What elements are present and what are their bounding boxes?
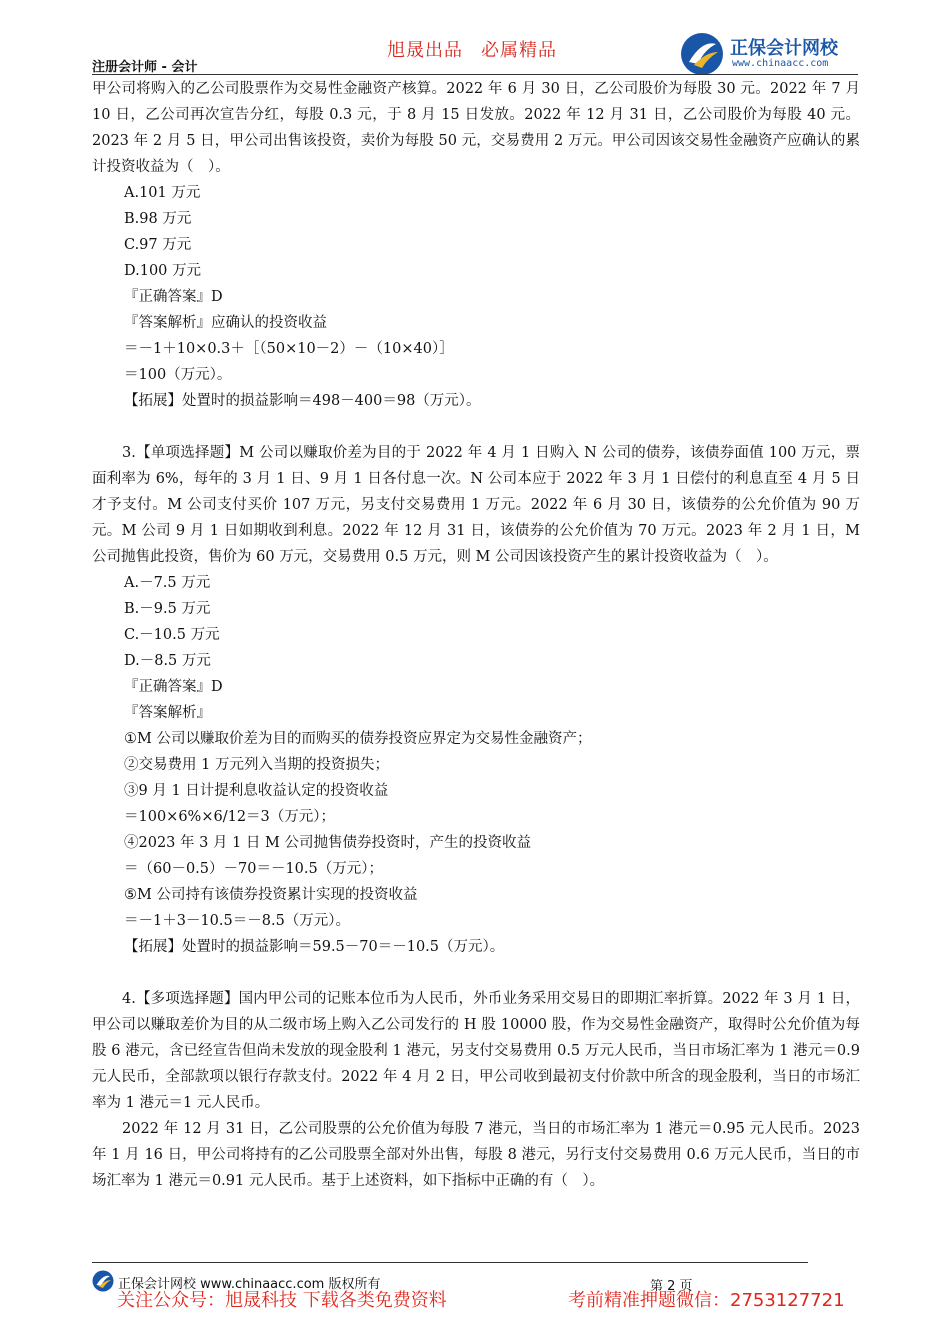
- q3-analysis-line: 『答案解析』: [124, 705, 211, 721]
- q4-stem-paragraph-1: 4.【多项选择题】国内甲公司的记账本位币为人民币，外币业务采用交易日的即期汇率折算。2022 年 3 月 1 日，甲公司以赚取差价为目的从二级市场上购入乙公司发行的 H 股 10000 股，作为交易性金融资产，取得时公允价值为每股 6 港元，含已经宣告但尚未发放的现金股利 1 港元，另支付交易费用 0.5 万元人民币，当日市场汇率为 1 港元＝0.9 元人民币，全部款项以银行存款支付。2022 年 4 月 2 日，甲公司收到最初支付价款中所含的现金股利，当日的市场汇率为 1 港元＝1 元人民币。: [92, 991, 860, 1111]
- chinaacc-logo-icon: [680, 32, 724, 76]
- footer-logo-icon: [92, 1270, 114, 1292]
- page-number: 第 2 页: [650, 1279, 693, 1294]
- header-subject: 注册会计师 - 会计: [92, 60, 198, 75]
- watermark-left: 关注公众号：旭晟科技 下载各类免费资料: [117, 1290, 447, 1311]
- q2-analysis-line: 『答案解析』应确认的投资收益: [124, 315, 327, 331]
- q3-option-d: D.－8.5 万元: [124, 653, 211, 669]
- q3-analysis-line: ＝100×6%×6/12＝3（万元）；: [124, 809, 336, 825]
- q2-option-d: D.100 万元: [124, 263, 202, 279]
- q3-analysis-line: ③9 月 1 日计提利息收益认定的投资收益: [124, 783, 389, 799]
- header-divider: [92, 74, 858, 75]
- q2-option-c: C.97 万元: [124, 237, 192, 253]
- q3-answer: 『正确答案』D: [124, 679, 223, 695]
- slogan-part-2: 必属精品: [481, 40, 557, 61]
- chinaacc-logo: [680, 32, 870, 76]
- q3-option-c: C.－10.5 万元: [124, 627, 220, 643]
- q3-analysis-line: ①M 公司以赚取价差为目的而购买的债券投资应界定为交易性金融资产；: [124, 731, 592, 747]
- q2-stem: 甲公司将购入的乙公司股票作为交易性金融资产核算。2022 年 6 月 30 日，乙公司股价为每股 30 元。2022 年 7 月 10 日，乙公司再次宣告分红，每股 0.3 元，于 8 月 15 日发放。2022 年 12 月 31 日，乙公司股价为每股 40 元。2023 年 2 月 5 日，甲公司出售该投资，卖价为每股 50 元，交易费用 2 万元。甲公司因该交易性金融资产应确认的累计投资收益为（ ）。: [92, 81, 860, 175]
- q3-analysis-line: ⑤M 公司持有该债券投资累计实现的投资收益: [124, 887, 418, 903]
- q3-extension: 【拓展】处置时的损益影响＝59.5－70＝－10.5（万元）。: [124, 939, 505, 955]
- q3-analysis-line: ②交易费用 1 万元列入当期的投资损失；: [124, 757, 389, 773]
- q2-analysis-line: ＝100（万元）。: [124, 367, 232, 383]
- q3-option-a: A.－7.5 万元: [124, 575, 211, 591]
- q3-analysis-line: ＝－1＋3－10.5＝－8.5（万元）。: [124, 913, 351, 929]
- logo-name: 正保会计网校: [730, 38, 838, 59]
- q2-extension: 【拓展】处置时的损益影响＝498－400＝98（万元）。: [124, 393, 481, 409]
- q4-stem-paragraph-2: 2022 年 12 月 31 日，乙公司股票的公允价值为每股 7 港元，当日的市场汇率为 1 港元＝0.95 元人民币。2023 年 1 月 16 日，甲公司将持有的乙公司股票全部对外出售，每股 8 港元，另行支付交易费用 0.6 万元人民币，当日的市场汇率为 1 港元＝0.91 元人民币。基于上述资料，如下指标中正确的有（ ）。: [92, 1121, 860, 1189]
- q3-analysis-line: ＝（60－0.5）－70＝－10.5（万元）；: [124, 861, 383, 877]
- header-slogan: [387, 36, 557, 62]
- footer-divider: [92, 1262, 808, 1263]
- q3-analysis-line: ④2023 年 3 月 1 日 M 公司抛售债券投资时，产生的投资收益: [124, 835, 531, 851]
- logo-url: www.chinaacc.com: [732, 58, 829, 69]
- q2-option-a: A.101 万元: [124, 185, 201, 201]
- watermark-right: 考前精准押题微信：2753127721: [568, 1290, 845, 1311]
- q2-analysis-line: ＝－1＋10×0.3＋［（50×10－2）－（10×40）］: [124, 341, 454, 357]
- q2-answer: 『正确答案』D: [124, 289, 223, 305]
- slogan-part-1: 旭晟出品: [387, 40, 463, 61]
- document-body: [92, 76, 860, 1194]
- footer-copyright: 正保会计网校 www.chinaacc.com 版权所有: [118, 1277, 381, 1292]
- q3-stem: 3.【单项选择题】M 公司以赚取价差为目的于 2022 年 4 月 1 日购入 N 公司的债券，该债券面值 100 万元，票面利率为 6%，每年的 3 月 1 日、9 月 1 日各付息一次。N 公司本应于 2022 年 3 月 1 日偿付的利息直至 4 月 5 日才予支付。M 公司支付买价 107 万元，另支付交易费用 1 万元。2022 年 6 月 30 日，该债券的公允价值为 90 万元。M 公司 9 月 1 日如期收到利息。2022 年 12 月 31 日，该债券的公允价值为 70 万元。2023 年 2 月 1 日，M 公司抛售此投资，售价为 60 万元，交易费用 0.5 万元，则 M 公司因该投资产生的累计投资收益为（ ）。: [92, 445, 860, 565]
- q3-option-b: B.－9.5 万元: [124, 601, 211, 617]
- q2-option-b: B.98 万元: [124, 211, 192, 227]
